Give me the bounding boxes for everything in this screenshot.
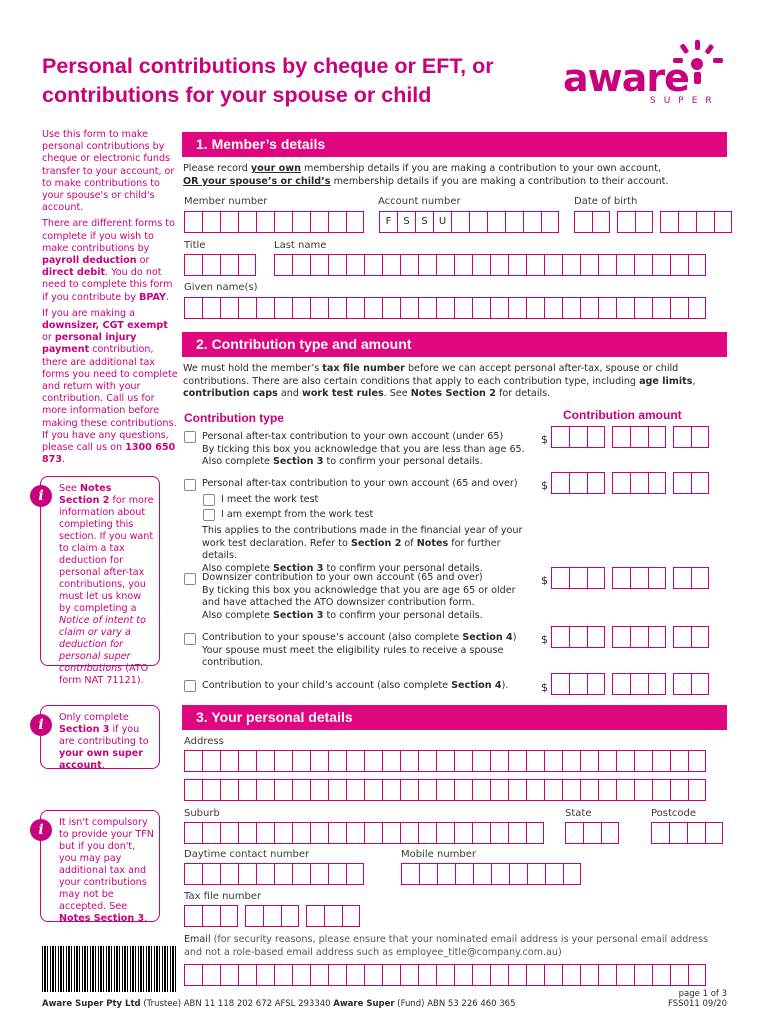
checkbox-child[interactable] xyxy=(184,680,196,692)
checkbox-meet-work-test[interactable] xyxy=(203,494,215,506)
email-label: Email (for security reasons, please ensure that your nominated email address is your personal email address and not a role-based email address such as employee_title@company.com.au) xyxy=(184,934,708,958)
currency-symbol: $ xyxy=(541,479,548,492)
section-1-intro: Please record your own membership details if you are making a contribution to your own account, OR your spouse’s or child’s membership details if you are making a contribution to their account. xyxy=(183,163,669,187)
member-number-label: Member number xyxy=(184,196,268,207)
currency-symbol: $ xyxy=(541,681,548,694)
sidebar-paragraph: There are different forms to complete if you wish to make contributions by payroll deduction or direct debit. You do not need to complete this form if you contribute by BPAY. xyxy=(42,218,175,303)
address-line-2[interactable] xyxy=(184,779,706,801)
meet-work-test-label: I meet the work test xyxy=(221,494,319,505)
currency-symbol: $ xyxy=(541,433,548,446)
amount-field-4[interactable] xyxy=(551,626,716,648)
checkbox-downsizer[interactable] xyxy=(184,573,196,585)
email-field[interactable] xyxy=(184,964,706,986)
sidebar-intro xyxy=(42,129,180,466)
given-names-field[interactable] xyxy=(184,297,706,319)
exempt-work-test-label: I am exempt from the work test xyxy=(221,509,374,520)
footer-legal: Aware Super Pty Ltd (Trustee) ABN 11 118 202 672 AFSL 293340 Aware Super (Fund) ABN 53 226 460 365 xyxy=(42,999,516,1009)
member-number-field[interactable] xyxy=(184,211,364,233)
amount-field-3[interactable] xyxy=(551,567,716,589)
amount-field-1[interactable] xyxy=(551,426,716,448)
amount-field-2[interactable] xyxy=(551,472,716,494)
tfn-field[interactable] xyxy=(184,905,367,927)
state-field[interactable] xyxy=(565,822,619,844)
aware-super-logo xyxy=(555,38,725,110)
postcode-label: Postcode xyxy=(651,808,697,819)
option-spouse: Contribution to your spouse’s account (also complete Section 4) Your spouse must meet the eligibility rules to receive a spouse contribution. xyxy=(202,632,517,668)
option-after-tax-65-over: Personal after-tax contribution to your own account (65 and over) xyxy=(202,478,518,489)
option-downsizer: Downsizer contribution to your own account (65 and over) By ticking this box you acknowledge that you are age 65 or older and have attached the ATO downsizer contribution form. Also complete Section 3 to confirm your personal details. xyxy=(202,572,516,621)
page-title: Personal contributions by cheque or EFT, or contributions for your spouse or child xyxy=(42,54,494,107)
section-3-heading: 3. Your personal details xyxy=(182,705,727,730)
title-label: Title xyxy=(184,240,206,251)
state-label: State xyxy=(565,808,592,819)
daytime-field[interactable] xyxy=(184,863,364,885)
currency-symbol: $ xyxy=(541,574,548,587)
dob-field[interactable] xyxy=(574,211,739,233)
mobile-label: Mobile number xyxy=(401,849,477,860)
suburb-field[interactable] xyxy=(184,822,544,844)
last-name-field[interactable] xyxy=(274,254,706,276)
daytime-label: Daytime contact number xyxy=(184,849,310,860)
last-name-label: Last name xyxy=(274,240,327,251)
work-test-info: This applies to the contributions made in the financial year of your work test declaration. Refer to Section 2 of Notes for further details. Also complete Section 3 to confirm your personal details. xyxy=(202,525,523,574)
info-icon: i xyxy=(30,485,52,507)
sidebar-paragraph: If you are making a downsizer, CGT exempt or personal injury payment contribution, there are additional tax forms you need to complete and return with your contribution. Call us for more information before making these contributions. If you have any questions, please call us on 1300 650 873. xyxy=(42,307,178,466)
logo-wordmark: aware xyxy=(563,56,689,100)
contribution-amount-label: Contribution amount xyxy=(563,408,682,422)
info-box-tfn: i It isn't compulsory to provide your TFN but if you don't, you may pay additional tax and your contributions may not be accepted. See Notes Section 3. xyxy=(40,810,160,922)
checkbox-after-tax-65-over[interactable] xyxy=(184,479,196,491)
section-2-heading: 2. Contribution type and amount xyxy=(182,332,727,357)
given-names-label: Given name(s) xyxy=(184,282,258,293)
dob-label: Date of birth xyxy=(574,196,638,207)
page-number: page 1 of 3 xyxy=(678,989,727,999)
info-box-section3: i Only complete Section 3 if you are contributing to your own super account. xyxy=(40,705,160,769)
currency-symbol: $ xyxy=(541,633,548,646)
postcode-field[interactable] xyxy=(651,822,723,844)
logo-subtitle: SUPER xyxy=(650,96,720,106)
barcode xyxy=(42,946,177,992)
section-1-heading: 1. Member’s details xyxy=(182,132,727,157)
form-code: FSS011 09/20 xyxy=(668,999,727,1009)
amount-field-5[interactable] xyxy=(551,673,716,695)
title-field[interactable] xyxy=(184,254,256,276)
checkbox-after-tax-under-65[interactable] xyxy=(184,431,196,443)
tfn-label: Tax file number xyxy=(184,891,262,902)
sidebar-paragraph: Use this form to make personal contributions by cheque or electronic funds transfer to your account, or to make contributions to your spouse's or child's account. xyxy=(42,129,175,214)
section-2-intro: We must hold the member’s tax file number before we can accept personal after-tax, spouse or child contributions. There are also certain conditions that apply to each contribution type, including age limits, contribution caps and work test rules. See Notes Section 2 for details. xyxy=(183,363,696,399)
address-label: Address xyxy=(184,736,224,747)
contribution-type-label: Contribution type xyxy=(184,411,284,425)
option-child: Contribution to your child’s account (also complete Section 4). xyxy=(202,680,509,691)
account-number-label: Account number xyxy=(378,196,461,207)
checkbox-spouse[interactable] xyxy=(184,633,196,645)
account-number-field[interactable]: F S S U xyxy=(379,211,559,233)
checkbox-exempt-work-test[interactable] xyxy=(203,509,215,521)
info-box-section2: i See Notes Section 2 for more information about completing this section. If you want to claim a tax deduction for personal after-tax contributions, you must let us know by completing a Notice of intent to claim or vary a deduction for personal super contributions (ATO form NAT 71121). xyxy=(40,476,160,666)
suburb-label: Suburb xyxy=(184,808,220,819)
mobile-field[interactable] xyxy=(401,863,581,885)
option-after-tax-under-65: Personal after-tax contribution to your own account (under 65) By ticking this box you acknowledge that you are less than age 65. Also complete Section 3 to confirm your personal details. xyxy=(202,431,525,467)
info-icon: i xyxy=(30,714,52,736)
address-line-1[interactable] xyxy=(184,750,706,772)
info-icon: i xyxy=(30,819,52,841)
